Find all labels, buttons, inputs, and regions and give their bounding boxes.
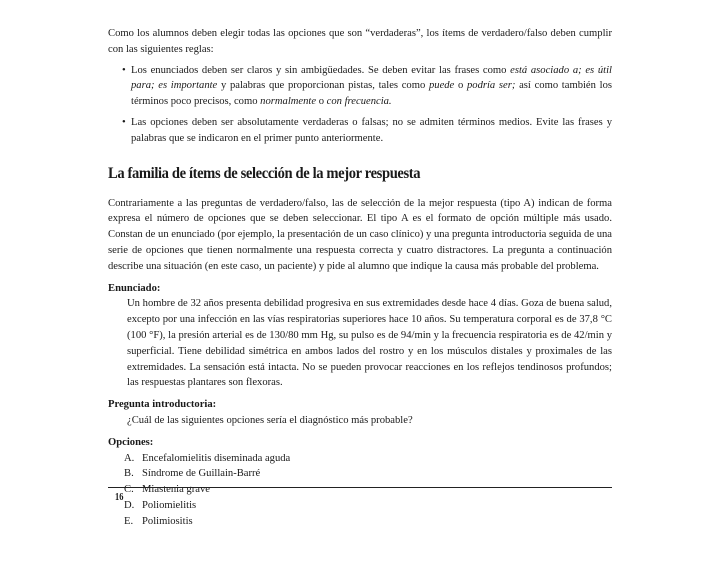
rule-item xyxy=(108,115,612,147)
bullet-icon: • xyxy=(122,64,126,76)
rule-emphasis: normalmente xyxy=(260,96,317,108)
option-letter: B. xyxy=(124,468,134,480)
option-text: Síndrome de Guillain-Barré xyxy=(142,468,261,480)
rule-item xyxy=(108,63,612,110)
rule-text: o xyxy=(454,80,467,92)
pregunta-text: ¿Cuál de las siguientes opciones sería el diagnóstico más probable? xyxy=(127,414,413,426)
footer-divider xyxy=(108,487,612,488)
opciones-label: Opciones: xyxy=(108,436,154,448)
options-list xyxy=(108,451,612,530)
option-text: Encefalomielitis diseminada aguda xyxy=(142,452,291,464)
page-number: 16 xyxy=(115,492,124,503)
option-item xyxy=(124,498,612,514)
intro-paragraph: Como los alumnos deben elegir todas las opciones que son “verdaderas”, los ítems de verdadero/falso deben cumplir con las siguientes reglas: xyxy=(108,28,612,55)
option-item xyxy=(124,451,612,467)
rule-text: Los enunciados deben ser claros y sin ambigüedades. Se deben evitar las frases como xyxy=(131,64,511,76)
pregunta-label: Pregunta introductoria: xyxy=(108,399,217,411)
option-letter: A. xyxy=(124,452,135,464)
rule-emphasis: con frecuencia. xyxy=(326,96,392,108)
option-item xyxy=(124,514,612,530)
option-text: Polimiositis xyxy=(142,515,193,527)
bullet-icon: • xyxy=(122,116,126,128)
option-text: Poliomielitis xyxy=(142,499,197,511)
rule-emphasis: está asociado a; es útil para; es importante xyxy=(131,64,612,92)
rule-text: o xyxy=(316,96,327,108)
enunciado-label: Enunciado: xyxy=(108,282,161,294)
option-item xyxy=(124,466,612,482)
rule-emphasis: podría ser; xyxy=(466,80,516,92)
body-paragraph: Contrariamente a las preguntas de verdadero/falso, las de selección de la mejor respuesta (tipo A) indican de forma expresa el número de opciones que se deben seleccionar. El tipo A es el formato de opción múltiple más usado. Constan de un enunciado (por ejemplo, la presentación de un caso clínico) y una pregunta introductoria seguida de una serie de opciones que tienen normalmente una respuesta correcta y cuatro distractores. La pregunta a continuación describe una situación (en este caso, un paciente) y pide al alumno que indique la causa más probable del problema. xyxy=(108,197,612,272)
page-content xyxy=(108,26,612,530)
section-heading: La familia de ítems de selección de la mejor respuesta xyxy=(108,164,421,182)
option-item xyxy=(124,482,612,498)
option-letter: D. xyxy=(124,499,135,511)
rule-text: así como también los términos poco precisos, como xyxy=(131,80,612,108)
option-letter: E. xyxy=(124,515,134,527)
rules-list xyxy=(108,63,612,147)
enunciado-text: Un hombre de 32 años presenta debilidad progresiva en sus extremidades desde hace 4 días. Goza de buena salud, excepto por una infección en las vías respiratorias superiores hace 10 años. Su temperatura corporal es de 37,8 °C (100 °F), la presión arterial es de 130/80 mm Hg, su pulso es de 94/min y la frecuencia respiratoria es de 42/min y superficial. Tiene debilidad simétrica en ambos lados del rostro y en los músculos distales y proximales de las extremidades. La sensación está intacta. No se pueden provocar reacciones en los reflejos tendinosos profundos; las respuestas plantares son flexoras. xyxy=(127,298,612,389)
option-letter: C. xyxy=(124,484,134,496)
option-text: Miastenia grave xyxy=(142,484,210,496)
rule-text: y palabras que proporcionan pistas, tales como xyxy=(217,80,429,92)
rule-emphasis: puede xyxy=(428,80,455,92)
rule-text: Las opciones deben ser absolutamente verdaderas o falsas; no se admiten términos medios. Evite las frases y palabras que se indicaron en el primer punto anteriormente. xyxy=(131,116,612,144)
